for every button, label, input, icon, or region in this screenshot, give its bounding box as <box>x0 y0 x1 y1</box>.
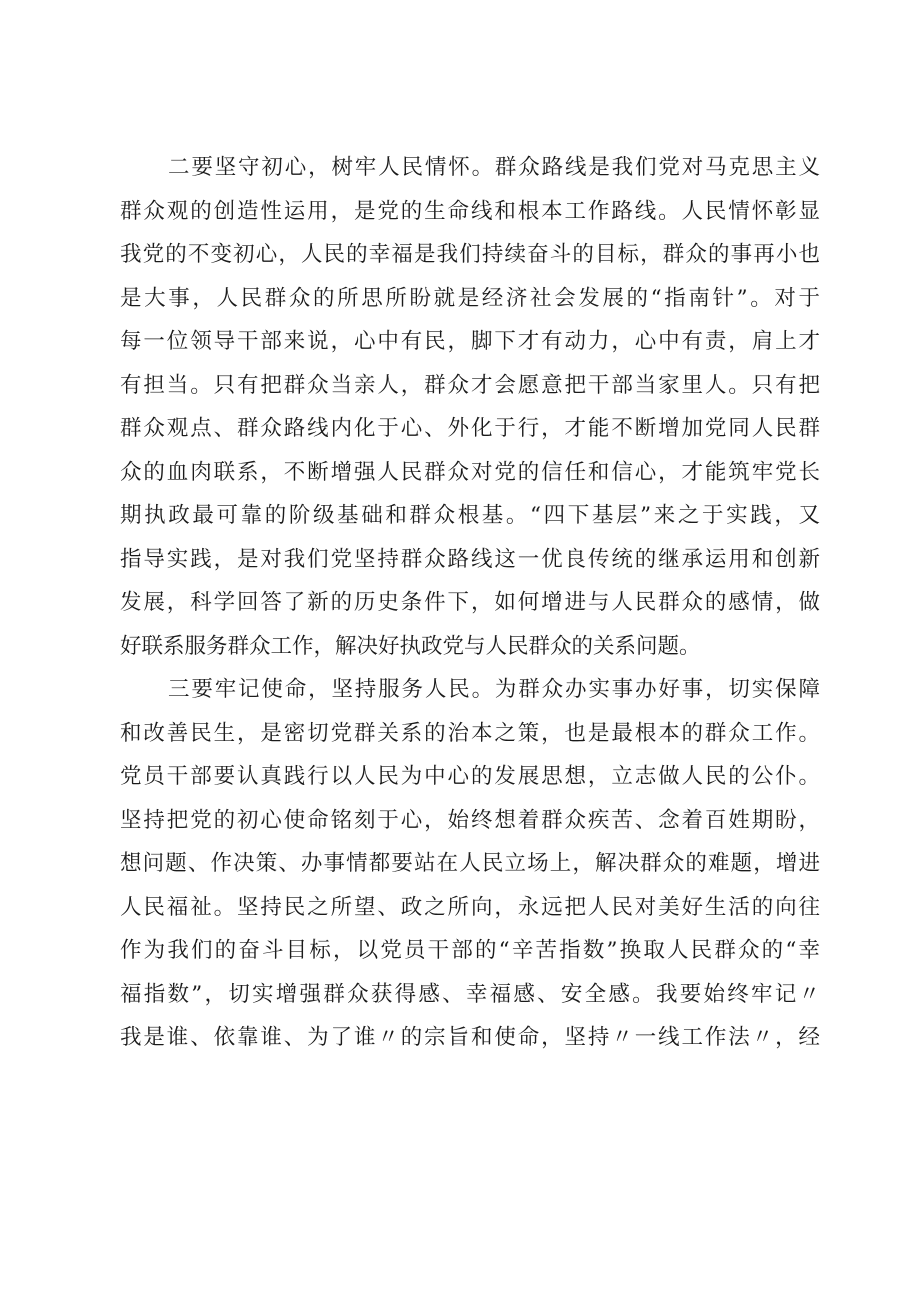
text-line: 党员干部要认真践行以人民为中心的发展思想，立志做人民的公仆。 <box>120 764 820 789</box>
text-line: 三要牢记使命，坚持服务人民。为群众办实事办好事，切实保障 <box>168 677 820 702</box>
text-line: 福指数”，切实增强群众获得感、幸福感、安全感。我要始终牢记〃 <box>120 981 820 1007</box>
text-line: 期执政最可靠的阶级基础和群众根基。“四下基层”来之于实践，又 <box>120 503 820 528</box>
text-line: 作为我们的奋斗目标，以党员干部的“辛苦指数”换取人民群众的“幸 <box>120 938 820 963</box>
text-line: 有担当。只有把群众当亲人，群众才会愿意把干部当家里人。只有把 <box>120 372 820 398</box>
text-line: 每一位领导干部来说，心中有民，脚下才有动力，心中有责，肩上才 <box>120 329 820 354</box>
paragraph-2 <box>120 146 820 668</box>
text-line: 想问题、作决策、办事情都要站在人民立场上，解决群众的难题，增进 <box>120 851 820 876</box>
text-line: 发展，科学回答了新的历史条件下，如何增进与人民群众的感情，做 <box>120 590 820 615</box>
text-line: 坚持把党的初心使命铭刻于心，始终想着群众疾苦、念着百姓期盼， <box>120 807 820 833</box>
text-line: 好联系服务群众工作，解决好执政党与人民群众的关系问题。 <box>120 633 701 659</box>
text-line: 指导实践，是对我们党坚持群众路线这一优良传统的继承运用和创新 <box>120 546 820 572</box>
document-body <box>120 146 820 1060</box>
text-line: 我党的不变初心，人民的幸福是我们持续奋斗的目标，群众的事再小也 <box>120 242 820 267</box>
text-line: 和改善民生，是密切党群关系的治本之策，也是最根本的群众工作。 <box>120 720 820 746</box>
text-line: 群众观的创造性运用，是党的生命线和根本工作路线。人民情怀彰显 <box>120 198 820 224</box>
paragraph-3 <box>120 668 820 1060</box>
text-line: 我是谁、依靠谁、为了谁〃的宗旨和使命，坚持〃一线工作法〃，经 <box>120 1025 820 1050</box>
text-line: 二要坚守初心，树牢人民情怀。群众路线是我们党对马克思主义 <box>168 155 820 180</box>
text-line: 群众观点、群众路线内化于心、外化于行，才能不断增加党同人民群 <box>120 416 820 441</box>
text-line: 人民福祉。坚持民之所望、政之所向，永远把人民对美好生活的向往 <box>120 894 820 920</box>
text-line: 是大事，人民群众的所思所盼就是经济社会发展的“指南针”。对于 <box>120 285 820 311</box>
text-line: 众的血肉联系，不断增强人民群众对党的信任和信心，才能筑牢党长 <box>120 459 820 485</box>
